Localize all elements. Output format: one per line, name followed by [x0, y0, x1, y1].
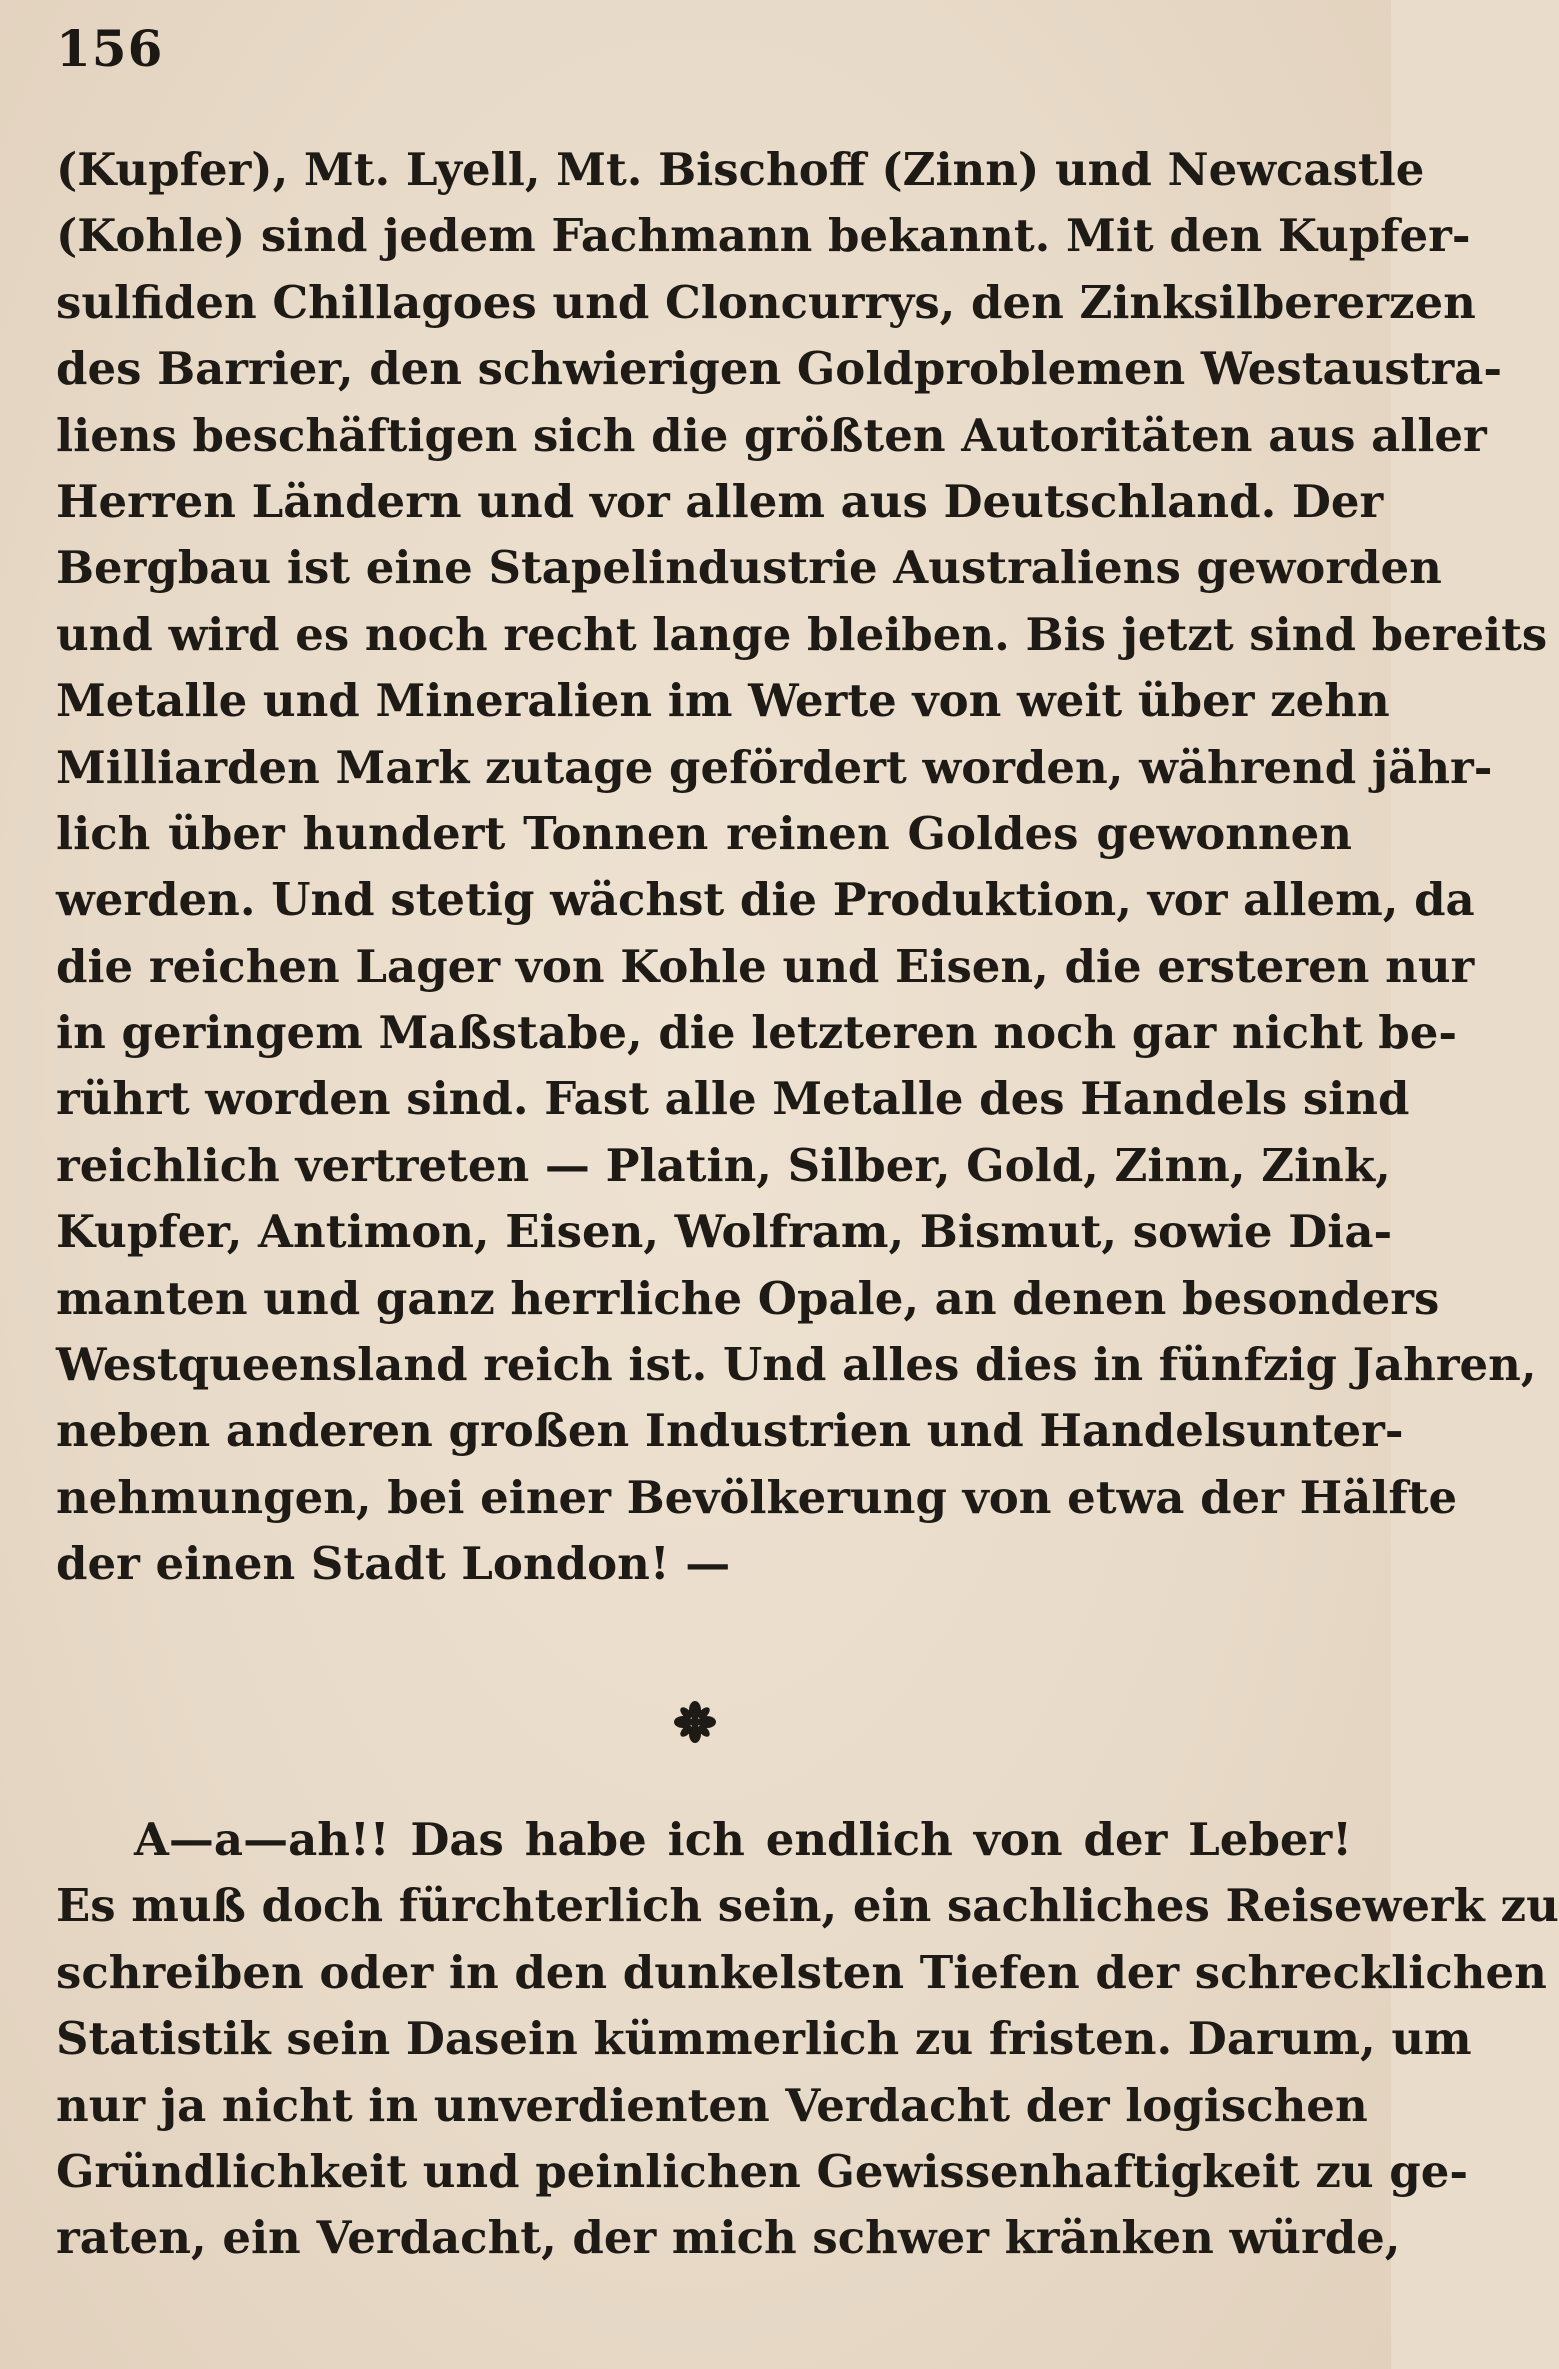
- text-line: Herren Ländern und vor allem aus Deutschland. Der: [56, 474, 1384, 528]
- text-line: Milliarden Mark zutage gefördert worden, während jähr-: [56, 740, 1493, 794]
- text-line: rührt worden sind. Fast alle Metalle des Handels sind: [56, 1072, 1410, 1126]
- text-line: nur ja nicht in unverdienten Verdacht der logischen: [56, 2078, 1368, 2132]
- text-line: werden. Und stetig wächst die Produktion, vor allem, da: [56, 873, 1475, 927]
- section-separator-asterisk-icon: [673, 1700, 717, 1744]
- text-line: der einen Stadt London! —: [56, 1537, 731, 1591]
- text-line: Gründlichkeit und peinlichen Gewissenhaftigkeit zu ge-: [56, 2144, 1469, 2198]
- text-line: Metalle und Mineralien im Werte von weit über zehn: [56, 674, 1390, 728]
- text-line: neben anderen großen Industrien und Handelsunter-: [56, 1404, 1404, 1458]
- paragraph-2: [56, 1807, 1559, 2272]
- page-number: 156: [56, 19, 164, 78]
- paragraph-1: [56, 137, 1548, 1598]
- text-line: des Barrier, den schwierigen Goldproblemen Westaustra-: [56, 342, 1503, 396]
- text-line: nehmungen, bei einer Bevölkerung von etwa der Hälfte: [56, 1470, 1458, 1524]
- text-line: lich über hundert Tonnen reinen Goldes gewonnen: [56, 806, 1352, 860]
- text-line: (Kupfer), Mt. Lyell, Mt. Bischoff (Zinn) und Newcastle: [56, 143, 1425, 196]
- text-line: die reichen Lager von Kohle und Eisen, die ersteren nur: [56, 939, 1475, 993]
- text-line: Statistik sein Dasein kümmerlich zu fristen. Darum, um: [56, 2012, 1472, 2066]
- text-line: (Kohle) sind jedem Fachmann bekannt. Mit den Kupfer-: [56, 209, 1471, 263]
- text-line: liens beschäftigen sich die größten Autoritäten aus aller: [56, 408, 1487, 462]
- text-line: Westqueensland reich ist. Und alles dies in fünfzig Jahren,: [56, 1338, 1537, 1392]
- text-line: und wird es noch recht lange bleiben. Bis jetzt sind bereits: [56, 607, 1548, 661]
- text-line: Bergbau ist eine Stapelindustrie Australiens geworden: [56, 541, 1442, 595]
- text-line: raten, ein Verdacht, der mich schwer kränken würde,: [56, 2211, 1401, 2265]
- text-line: Kupfer, Antimon, Eisen, Wolfram, Bismut, sowie Dia-: [56, 1205, 1393, 1259]
- text-line: schreiben oder in den dunkelsten Tiefen der schrecklichen: [56, 1945, 1547, 1999]
- text-line: manten und ganz herrliche Opale, an denen besonders: [56, 1271, 1440, 1325]
- text-line: Es muß doch fürchterlich sein, ein sachliches Reisewerk zu: [56, 1879, 1559, 1933]
- text-line: sulfiden Chillagoes und Cloncurrys, den Zinksilbererzen: [56, 275, 1476, 329]
- text-line: reichlich vertreten — Platin, Silber, Gold, Zinn, Zink,: [56, 1138, 1391, 1192]
- text-line: A—a—ah!! Das habe ich endlich von der Leber!: [134, 1813, 1352, 1866]
- text-line: in geringem Maßstabe, die letzteren noch gar nicht be-: [56, 1006, 1458, 1060]
